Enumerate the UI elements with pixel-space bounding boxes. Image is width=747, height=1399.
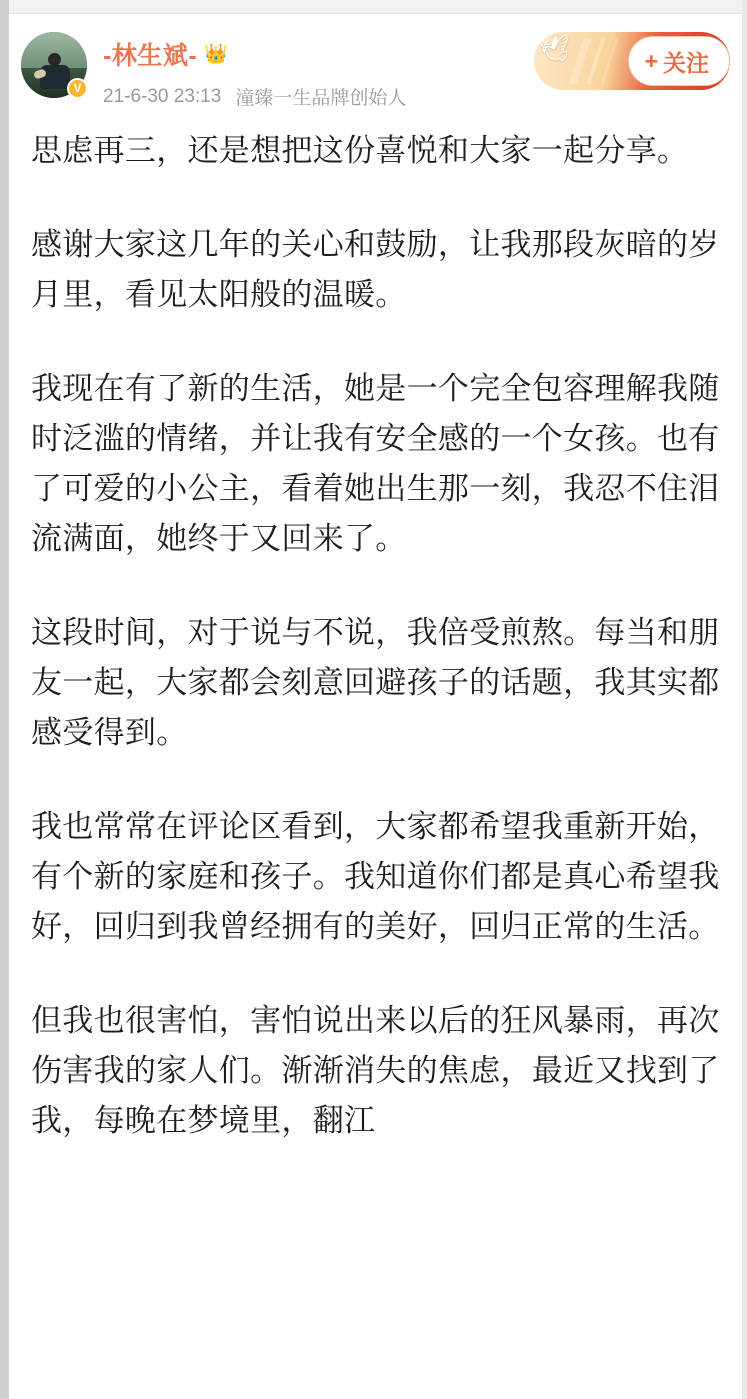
follow-area[interactable] [534,32,730,94]
post-paragraph: 我现在有了新的生活，她是一个完全包容理解我随时泛滥的情绪，并让我有安全感的一个女孩。也有了可爱的小公主，看着她出生那一刻，我忍不住泪流满面，她终于又回来了。 [31,371,720,556]
post-header [9,14,742,120]
crown-icon: 👑 [204,43,228,65]
post-content [9,120,742,1154]
author-name[interactable]: -林生斌- [103,42,198,70]
post-paragraph: 思虑再三，还是想把这份喜悦和大家一起分享。 [31,133,689,168]
verified-badge-icon: V [67,78,88,99]
follow-button[interactable] [628,36,730,86]
avatar[interactable] [21,32,87,98]
post-timestamp: 21-6-30 23:13 [103,85,222,107]
post-paragraph: 我也常常在评论区看到，大家都希望我重新开始，有个新的家庭和孩子。我知道你们都是真心希望我好，回归到我曾经拥有的美好，回归正常的生活。 [31,809,720,944]
follow-button-label: 关注 [663,49,709,76]
post-paragraph: 感谢大家这几年的关心和鼓励，让我那段灰暗的岁月里，看见太阳般的温暖。 [31,227,720,312]
post-source[interactable]: 潼臻一生品牌创始人 [235,88,407,109]
post-paragraph: 这段时间，对于说与不说，我倍受煎熬。每当和朋友一起，大家都会刻意回避孩子的话题，我其实都感受得到。 [31,615,720,750]
post-paragraph: 但我也很害怕，害怕说出来以后的狂风暴雨，再次伤害我的家人们。渐渐消失的焦虑，最近又找到了我，每晚在梦境里，翻江 [31,1003,720,1138]
avatar-person-body [40,65,70,89]
status-bar [9,0,742,14]
plus-icon: + [644,47,658,74]
dove-icon: 🕊 [537,33,575,68]
